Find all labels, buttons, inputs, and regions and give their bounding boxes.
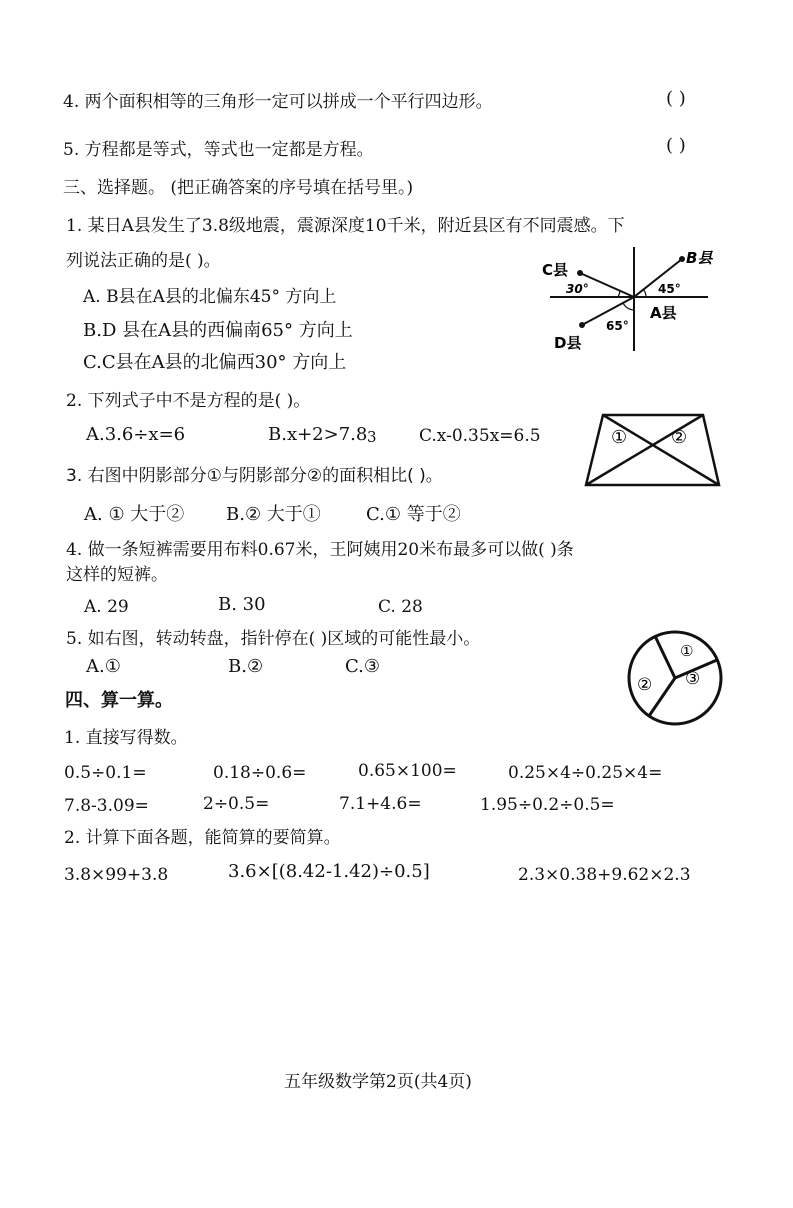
region-1-label: ①	[611, 427, 628, 448]
point-c	[577, 270, 583, 276]
spinner-diagram	[625, 628, 725, 728]
q2-option-c[interactable]: C.x-0.35x=6.5	[419, 426, 541, 446]
arc-45	[643, 289, 646, 297]
calc-item: 2÷0.5=	[203, 794, 270, 814]
calc-item: 2.3×0.38+9.62×2.3	[518, 865, 691, 885]
spinner-region-3: ③	[685, 669, 701, 689]
q4-option-c[interactable]: C. 28	[378, 597, 423, 617]
calc-item: 3.6×[(8.42-1.42)÷0.5]	[228, 861, 430, 882]
spinner-region-2: ②	[637, 675, 653, 695]
q3-option-b[interactable]: B.② 大于①	[226, 504, 321, 525]
calc-subheading-2: 2. 计算下面各题，能简算的要简算。	[64, 828, 341, 848]
q1-stem-line1: 1. 某日A县发生了3.8级地震，震源深度10千米，附近县区有不同震感。下	[66, 216, 625, 236]
q4-stem-line1: 4. 做一条短裤需要用布料0.67米，王阿姨用20米布最多可以做( )条	[66, 540, 574, 560]
label-d: D县	[554, 334, 582, 352]
spinner-divider-3	[649, 678, 675, 716]
q1-option-c[interactable]: C.C县在A县的北偏西30° 方向上	[83, 352, 347, 373]
q2-option-b-extra: 3	[367, 428, 377, 446]
diagonal-2	[586, 415, 703, 485]
judge-q4: 4. 两个面积相等的三角形一定可以拼成一个平行四边形。	[63, 92, 493, 112]
region-2-label: ②	[671, 427, 688, 448]
q5-option-c[interactable]: C.③	[345, 656, 380, 677]
q1-option-b[interactable]: B.D 县在A县的西偏南65° 方向上	[83, 320, 353, 341]
calc-item: 0.65×100=	[358, 761, 457, 781]
q1-stem-line2: 列说法正确的是( )。	[66, 251, 221, 271]
q4-option-b[interactable]: B. 30	[218, 594, 266, 615]
q3-option-c[interactable]: C.① 等于②	[366, 504, 461, 525]
angle-65-label: 65°	[606, 319, 629, 333]
q4-stem-line2: 这样的短裤。	[66, 565, 168, 585]
spinner-divider-1	[655, 636, 675, 678]
calc-item: 7.8-3.09=	[64, 796, 149, 816]
calc-item: 1.95÷0.2÷0.5=	[480, 795, 615, 815]
q4-option-a[interactable]: A. 29	[84, 597, 129, 617]
label-a: A县	[650, 304, 677, 322]
calc-item: 0.5÷0.1=	[64, 763, 147, 783]
judge-q5: 5. 方程都是等式，等式也一定都是方程。	[63, 140, 374, 160]
page-footer: 五年级数学第2页(共4页)	[284, 1072, 472, 1092]
label-c: C县	[542, 261, 569, 279]
calc-item: 0.18÷0.6=	[213, 763, 307, 783]
calc-item: 3.8×99+3.8	[64, 865, 169, 885]
direction-diagram	[540, 243, 720, 358]
q2-option-a[interactable]: A.3.6÷x=6	[86, 424, 186, 445]
answer-paren[interactable]: ( )	[666, 88, 686, 109]
spinner-region-1: ①	[680, 642, 694, 660]
angle-45-label: 45°	[658, 282, 681, 296]
q5-stem: 5. 如右图，转动转盘，指针停在( )区域的可能性最小。	[66, 629, 481, 649]
point-b	[679, 256, 685, 262]
q2-option-b[interactable]: B.x+2>7.8	[268, 424, 368, 445]
calc-item: 7.1+4.6=	[339, 794, 422, 814]
point-d	[579, 322, 585, 328]
diagonal-1	[603, 415, 719, 485]
answer-paren[interactable]: ( )	[666, 135, 686, 156]
q5-option-b[interactable]: B.②	[228, 656, 264, 677]
calc-subheading-1: 1. 直接写得数。	[64, 728, 188, 748]
arc-65	[623, 303, 634, 310]
label-b: B县	[686, 249, 713, 267]
q3-option-a[interactable]: A. ① 大于②	[84, 504, 185, 525]
calc-item: 0.25×4÷0.25×4=	[508, 763, 663, 783]
trapezoid-diagram	[583, 412, 723, 488]
q3-stem: 3. 右图中阴影部分①与阴影部分②的面积相比( )。	[66, 466, 443, 486]
q1-option-a[interactable]: A. B县在A县的北偏东45° 方向上	[83, 287, 337, 307]
angle-30-label: 30°	[566, 282, 589, 296]
q5-option-a[interactable]: A.①	[86, 656, 121, 677]
section-heading-calc: 四、算一算。	[65, 690, 173, 711]
q2-stem: 2. 下列式子中不是方程的是( )。	[66, 391, 311, 411]
section-heading-choice: 三、选择题。 (把正确答案的序号填在括号里。)	[63, 178, 414, 198]
